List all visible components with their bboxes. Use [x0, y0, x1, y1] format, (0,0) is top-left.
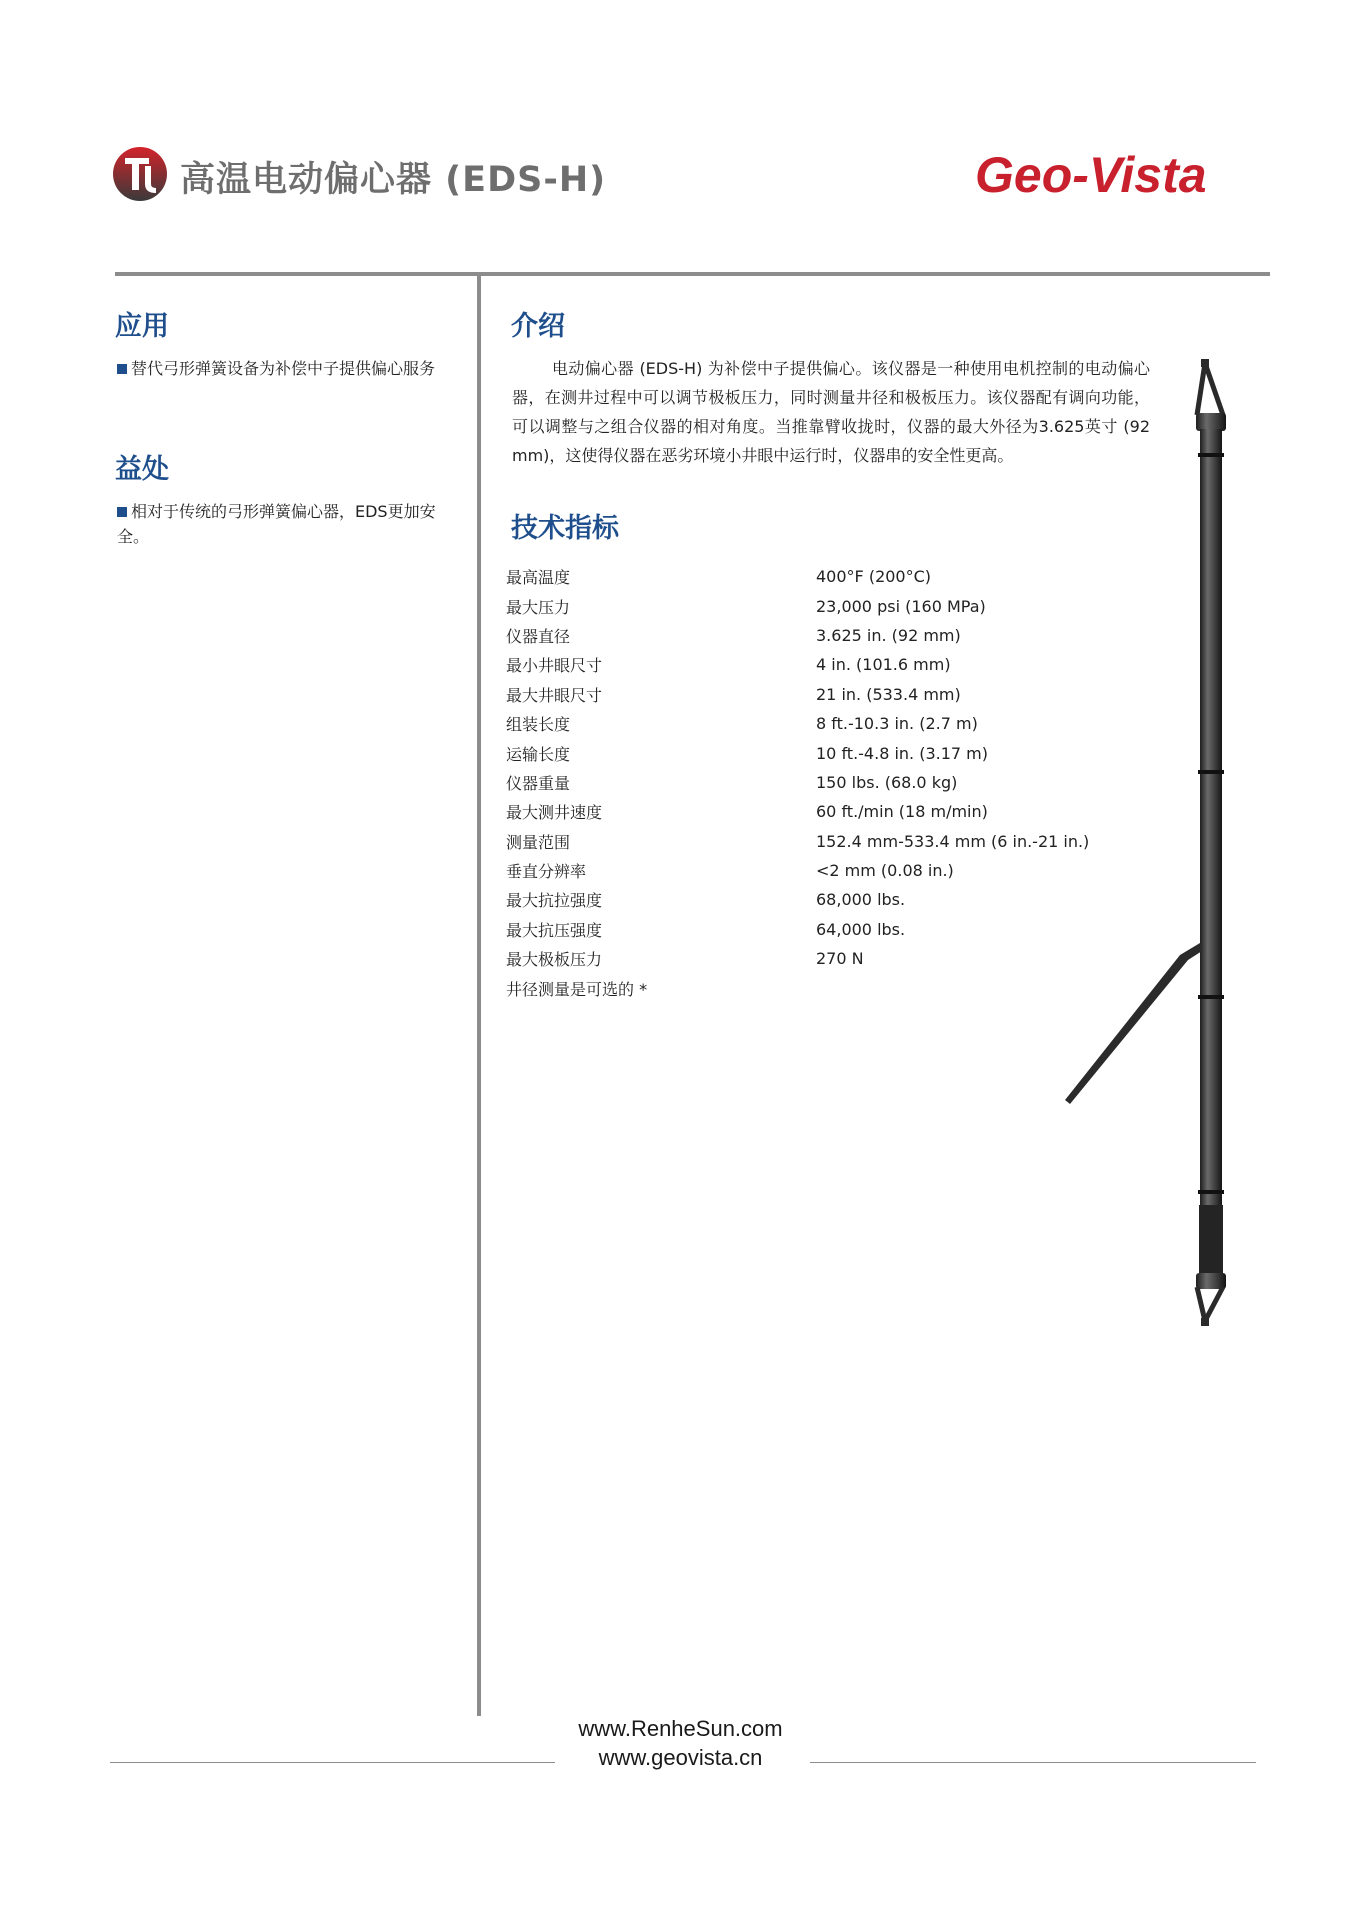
table-row	[506, 768, 1146, 797]
spec-value: 60 ft./min (18 m/min)	[816, 802, 988, 822]
benefits-heading: 益处	[115, 454, 169, 485]
table-row	[506, 827, 1146, 856]
tool-illustration	[1060, 355, 1240, 1330]
table-row	[506, 944, 1146, 973]
table-row	[506, 856, 1146, 885]
spec-value: 400°F (200°C)	[816, 567, 932, 587]
spec-value: 152.4 mm-533.4 mm (6 in.-21 in.)	[816, 831, 1090, 851]
table-row	[506, 738, 1146, 767]
spec-label: 仪器直径	[506, 626, 571, 646]
introduction-heading: 介绍	[511, 311, 565, 342]
column-divider	[477, 276, 481, 1716]
table-row	[506, 680, 1146, 709]
spec-label: 最高温度	[506, 568, 571, 588]
table-row	[506, 562, 1146, 591]
table-row	[506, 973, 1146, 1002]
spec-label: 最小井眼尺寸	[506, 656, 603, 676]
spec-label: 最大压力	[506, 597, 571, 617]
spec-label: 组装长度	[506, 715, 571, 735]
spec-label: 井径测量是可选的 *	[506, 979, 648, 999]
spec-value: 8 ft.-10.3 in. (2.7 m)	[816, 714, 978, 734]
company-logo-icon	[112, 146, 168, 202]
spec-label: 最大井眼尺寸	[506, 685, 603, 705]
table-row	[506, 591, 1146, 620]
table-row	[506, 915, 1146, 944]
table-row	[506, 885, 1146, 914]
spec-label: 垂直分辨率	[506, 862, 587, 882]
benefits-item: 相对于传统的弓形弹簧偏心器，EDS更加安全。	[117, 502, 436, 546]
footer-link-geovista[interactable]: www.geovista.cn	[598, 1745, 763, 1770]
spec-label: 仪器重量	[506, 773, 571, 793]
spec-value: 3.625 in. (92 mm)	[816, 625, 961, 645]
footer-link-renhesun[interactable]: www.RenheSun.com	[578, 1716, 783, 1741]
bullet-square-icon	[117, 364, 127, 374]
spec-label: 最大极板压力	[506, 950, 603, 970]
table-row	[506, 709, 1146, 738]
application-item: 替代弓形弹簧设备为补偿中子提供偏心服务	[131, 359, 436, 378]
spec-value: 270 N	[816, 949, 864, 969]
table-row	[506, 650, 1146, 679]
spec-value: 21 in. (533.4 mm)	[816, 684, 961, 704]
spec-value: 23,000 psi (160 MPa)	[816, 596, 986, 616]
application-heading: 应用	[115, 311, 169, 342]
spec-label: 测量范围	[506, 832, 571, 852]
spec-value: 64,000 lbs.	[816, 919, 906, 939]
brand-logo: Geo-Vista	[975, 147, 1207, 203]
header-divider	[115, 272, 1270, 276]
spec-value: 10 ft.-4.8 in. (3.17 m)	[816, 743, 988, 763]
spec-label: 最大抗拉强度	[506, 891, 603, 911]
introduction-text: 电动偏心器 (EDS-H) 为补偿中子提供偏心。该仪器是一种使用电机控制的电动偏心器，在测井过程中可以调节极板压力，同时测量井径和极板压力。该仪器配有调向功能，可以调整与之组合仪器的相对角度。当推靠臂收拢时，仪器的最大外径为3.625英寸 (92 mm)，这使得仪器在恶劣环境小井眼中运行时，仪器串的安全性更高。	[512, 359, 1150, 465]
specs-heading: 技术指标	[511, 513, 619, 544]
page-title: 高温电动偏心器 (EDS-H)	[180, 160, 607, 200]
table-row	[506, 621, 1146, 650]
spec-value: 4 in. (101.6 mm)	[816, 655, 951, 675]
spec-value: 150 lbs. (68.0 kg)	[816, 772, 958, 792]
spec-value: 68,000 lbs.	[816, 890, 906, 910]
spec-label: 运输长度	[506, 744, 571, 764]
specs-table	[506, 562, 1146, 1003]
benefits-bullet	[117, 499, 457, 549]
bullet-square-icon	[117, 507, 127, 517]
spec-value: <2 mm (0.08 in.)	[816, 861, 954, 881]
application-bullet	[117, 356, 457, 381]
spec-label: 最大测井速度	[506, 803, 603, 823]
table-row	[506, 797, 1146, 826]
spec-label: 最大抗压强度	[506, 920, 603, 940]
